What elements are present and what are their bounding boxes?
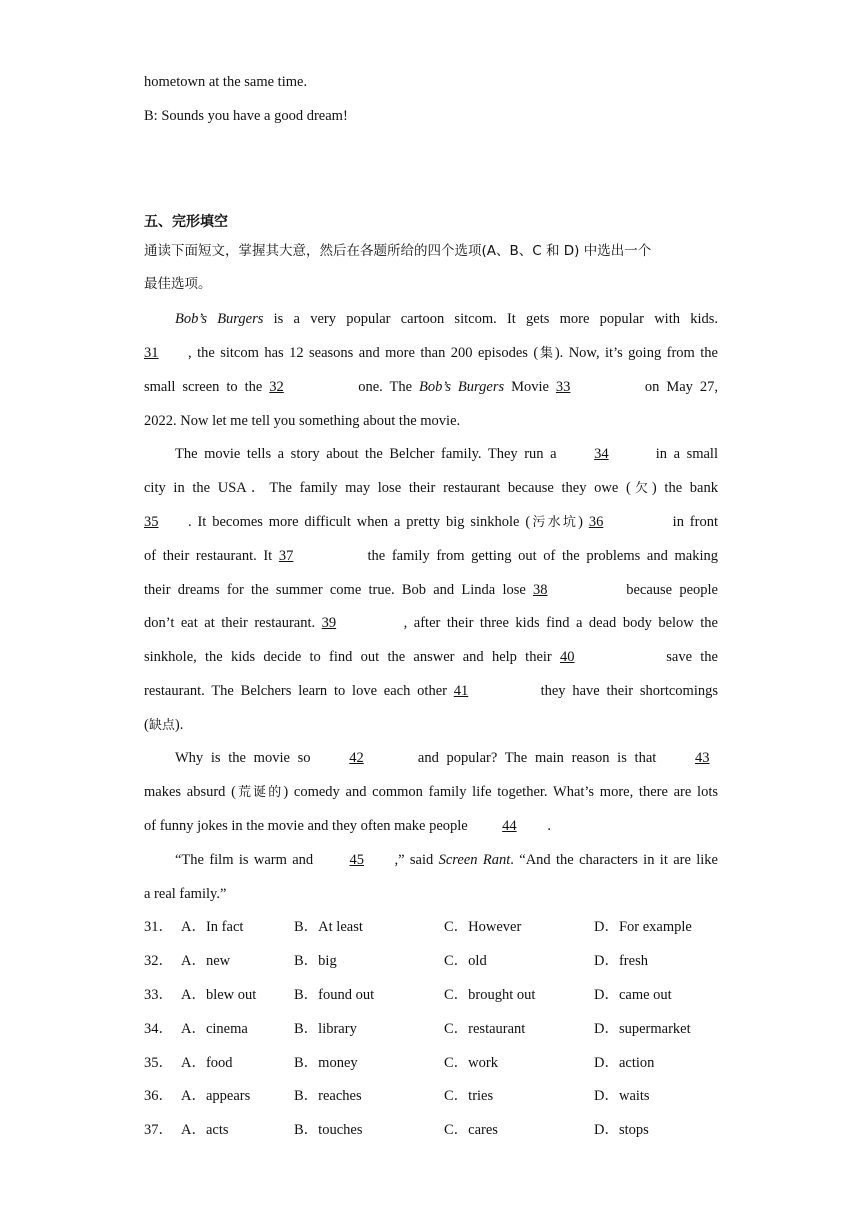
blank-45: 45 bbox=[349, 852, 364, 868]
option-d[interactable]: D．fresh bbox=[594, 953, 648, 969]
passage-text: the family from getting out of the problems and making bbox=[360, 548, 718, 564]
passage-text: and popular? The main reason is that bbox=[410, 750, 664, 766]
passage-line bbox=[144, 810, 718, 844]
blank-33: 33 bbox=[555, 379, 571, 395]
passage-text: sinkhole, the kids decide to find out the answer and help their bbox=[144, 649, 560, 665]
question-row bbox=[144, 1114, 718, 1148]
passage-text: The movie tells a story about the Belcher family. They run a bbox=[175, 446, 564, 462]
passage-text: , the sitcom has 12 seasons and more than 200 episodes ( bbox=[188, 345, 539, 361]
blank-38: 38 bbox=[533, 582, 548, 598]
option-c[interactable]: C．brought out bbox=[444, 987, 536, 1003]
blank-41: 41 bbox=[453, 683, 469, 699]
blank-36: 36 bbox=[588, 514, 604, 530]
option-a[interactable]: A．food bbox=[181, 1055, 233, 1071]
dialogue-text: B: Sounds you have a good dream! bbox=[144, 108, 348, 124]
passage-line bbox=[144, 574, 718, 608]
question-row bbox=[144, 945, 718, 979]
chinese-gloss: 缺点 bbox=[148, 718, 175, 733]
question-number: 37． bbox=[144, 1122, 173, 1138]
option-d[interactable]: D．For example bbox=[594, 919, 692, 935]
movie-title: Bob’s Burgers bbox=[419, 379, 505, 395]
passage-text: ). bbox=[174, 717, 184, 733]
question-row bbox=[144, 911, 718, 945]
blank-43: 43 bbox=[695, 750, 710, 766]
option-b[interactable]: B．found out bbox=[294, 987, 375, 1003]
passage-text: they have their shortcomings bbox=[533, 683, 718, 699]
option-b[interactable]: B．library bbox=[294, 1021, 357, 1037]
question-number: 32． bbox=[144, 953, 173, 969]
passage-text: one. The bbox=[351, 379, 420, 395]
question-number: 33． bbox=[144, 987, 173, 1003]
passage-text: is a very popular cartoon sitcom. It gets more popular with kids. bbox=[263, 311, 718, 327]
option-d[interactable]: D．came out bbox=[594, 987, 672, 1003]
option-c[interactable]: C．cares bbox=[444, 1122, 498, 1138]
blank-34: 34 bbox=[594, 446, 609, 462]
question-row bbox=[144, 1047, 718, 1081]
question-number: 36． bbox=[144, 1088, 173, 1104]
option-a[interactable]: A．new bbox=[181, 953, 231, 969]
chinese-gloss: 荒诞的 bbox=[235, 785, 284, 800]
option-d[interactable]: D．action bbox=[594, 1055, 655, 1071]
option-a[interactable]: A．blew out bbox=[181, 987, 257, 1003]
passage-text: 2022. Now let me tell you something about the movie. bbox=[144, 413, 461, 429]
option-d[interactable]: D．stops bbox=[594, 1122, 649, 1138]
chinese-gloss: 污水坑 bbox=[530, 515, 579, 530]
option-c[interactable]: C．However bbox=[444, 919, 522, 935]
passage-text: don’t eat at their restaurant. bbox=[144, 615, 322, 631]
passage-line bbox=[144, 506, 718, 540]
blank-35: 35 bbox=[144, 514, 159, 530]
option-d[interactable]: D．supermarket bbox=[594, 1021, 691, 1037]
chinese-gloss: 欠 bbox=[630, 481, 652, 496]
option-d[interactable]: D．waits bbox=[594, 1088, 650, 1104]
show-title: Bob’s Burgers bbox=[175, 311, 264, 327]
option-b[interactable]: B．At least bbox=[294, 919, 363, 935]
passage-line bbox=[144, 675, 718, 709]
option-b[interactable]: B．reaches bbox=[294, 1088, 362, 1104]
blank-32: 32 bbox=[269, 379, 284, 395]
blank-31: 31 bbox=[144, 345, 159, 361]
passage-text: their dreams for the summer come true. Bob and Linda lose bbox=[144, 582, 534, 598]
option-a[interactable]: A．appears bbox=[181, 1088, 251, 1104]
passage-line bbox=[144, 709, 718, 743]
option-b[interactable]: B．big bbox=[294, 953, 337, 969]
passage-text: “The film is warm and bbox=[175, 852, 319, 868]
passage-line bbox=[144, 371, 718, 405]
passage-text: city in the USA．The family may lose their restaurant because they owe ( bbox=[144, 480, 631, 496]
passage-text: ) bbox=[578, 514, 589, 530]
option-b[interactable]: B．touches bbox=[294, 1122, 363, 1138]
question-number: 34． bbox=[144, 1021, 173, 1037]
blank-37: 37 bbox=[278, 548, 294, 564]
section-instruction bbox=[144, 235, 718, 269]
option-a[interactable]: A．In fact bbox=[181, 919, 244, 935]
question-number: 31． bbox=[144, 919, 173, 935]
question-number: 35． bbox=[144, 1055, 173, 1071]
passage-line bbox=[144, 540, 718, 574]
passage-text: small screen to the bbox=[144, 379, 270, 395]
passage-line bbox=[144, 742, 718, 776]
blank-44: 44 bbox=[502, 818, 517, 834]
passage-text: . “And the characters in it are like bbox=[510, 852, 718, 868]
passage-line bbox=[144, 472, 718, 506]
passage-line bbox=[144, 438, 718, 472]
passage-text: of their restaurant. It bbox=[144, 548, 279, 564]
passage-text: save the bbox=[658, 649, 718, 665]
option-a[interactable]: A．cinema bbox=[181, 1021, 248, 1037]
question-row bbox=[144, 979, 718, 1013]
instruction-text: 通读下面短文，掌握其大意，然后在各题所给的四个选项(A、B、C 和 D) 中选出一个 bbox=[144, 243, 652, 259]
chinese-gloss: 集 bbox=[538, 346, 555, 361]
passage-line bbox=[144, 641, 718, 675]
blank-40: 40 bbox=[560, 649, 575, 665]
passage-text: in front bbox=[666, 514, 718, 530]
instruction-text: 最佳选项。 bbox=[144, 276, 212, 292]
source-name: Screen Rant bbox=[438, 852, 511, 868]
passage-text: a real family.” bbox=[144, 886, 227, 902]
question-row bbox=[144, 1013, 718, 1047]
section-instruction bbox=[144, 268, 718, 302]
option-a[interactable]: A．acts bbox=[181, 1122, 229, 1138]
dialogue-text: hometown at the same time. bbox=[144, 74, 308, 90]
passage-text: . bbox=[547, 818, 551, 834]
passage-text: Movie bbox=[504, 379, 556, 395]
passage-line bbox=[144, 405, 718, 439]
option-c[interactable]: C．old bbox=[444, 953, 487, 969]
passage-line bbox=[144, 303, 718, 337]
passage-line bbox=[144, 776, 718, 810]
option-c[interactable]: C．restaurant bbox=[444, 1021, 526, 1037]
passage-text: . It becomes more difficult when a pretty big sinkhole ( bbox=[188, 514, 531, 530]
passage-text: restaurant. The Belchers learn to love each other bbox=[144, 683, 454, 699]
passage-line bbox=[144, 878, 718, 912]
passage-text: ). Now, it’s going from the bbox=[554, 345, 718, 361]
passage-text: ( bbox=[144, 717, 149, 733]
passage-text: makes absurd ( bbox=[144, 784, 236, 800]
passage-text: Why is the movie so bbox=[175, 750, 319, 766]
passage-text: ) comedy and common family life together. What’s more, there are lots bbox=[283, 784, 718, 800]
passage-line bbox=[144, 607, 718, 641]
passage-text: on May 27, bbox=[637, 379, 718, 395]
passage-text: , after their three kids find a dead body below the bbox=[403, 615, 718, 631]
option-b[interactable]: B．money bbox=[294, 1055, 358, 1071]
passage-text: in a small bbox=[649, 446, 718, 462]
passage-text: of funny jokes in the movie and they often make people bbox=[144, 818, 472, 834]
passage-text: ) the bank bbox=[651, 480, 718, 496]
option-c[interactable]: C．tries bbox=[444, 1088, 494, 1104]
blank-39: 39 bbox=[321, 615, 337, 631]
passage-text: because people bbox=[619, 582, 718, 598]
section-title: 五、完形填空 bbox=[144, 214, 228, 230]
question-row bbox=[144, 1080, 718, 1114]
passage-line bbox=[144, 337, 718, 371]
passage-text: ,” said bbox=[394, 852, 439, 868]
option-c[interactable]: C．work bbox=[444, 1055, 498, 1071]
passage-line bbox=[144, 844, 718, 878]
dialogue-line bbox=[144, 100, 718, 134]
dialogue-line bbox=[144, 66, 718, 100]
blank-42: 42 bbox=[349, 750, 364, 766]
